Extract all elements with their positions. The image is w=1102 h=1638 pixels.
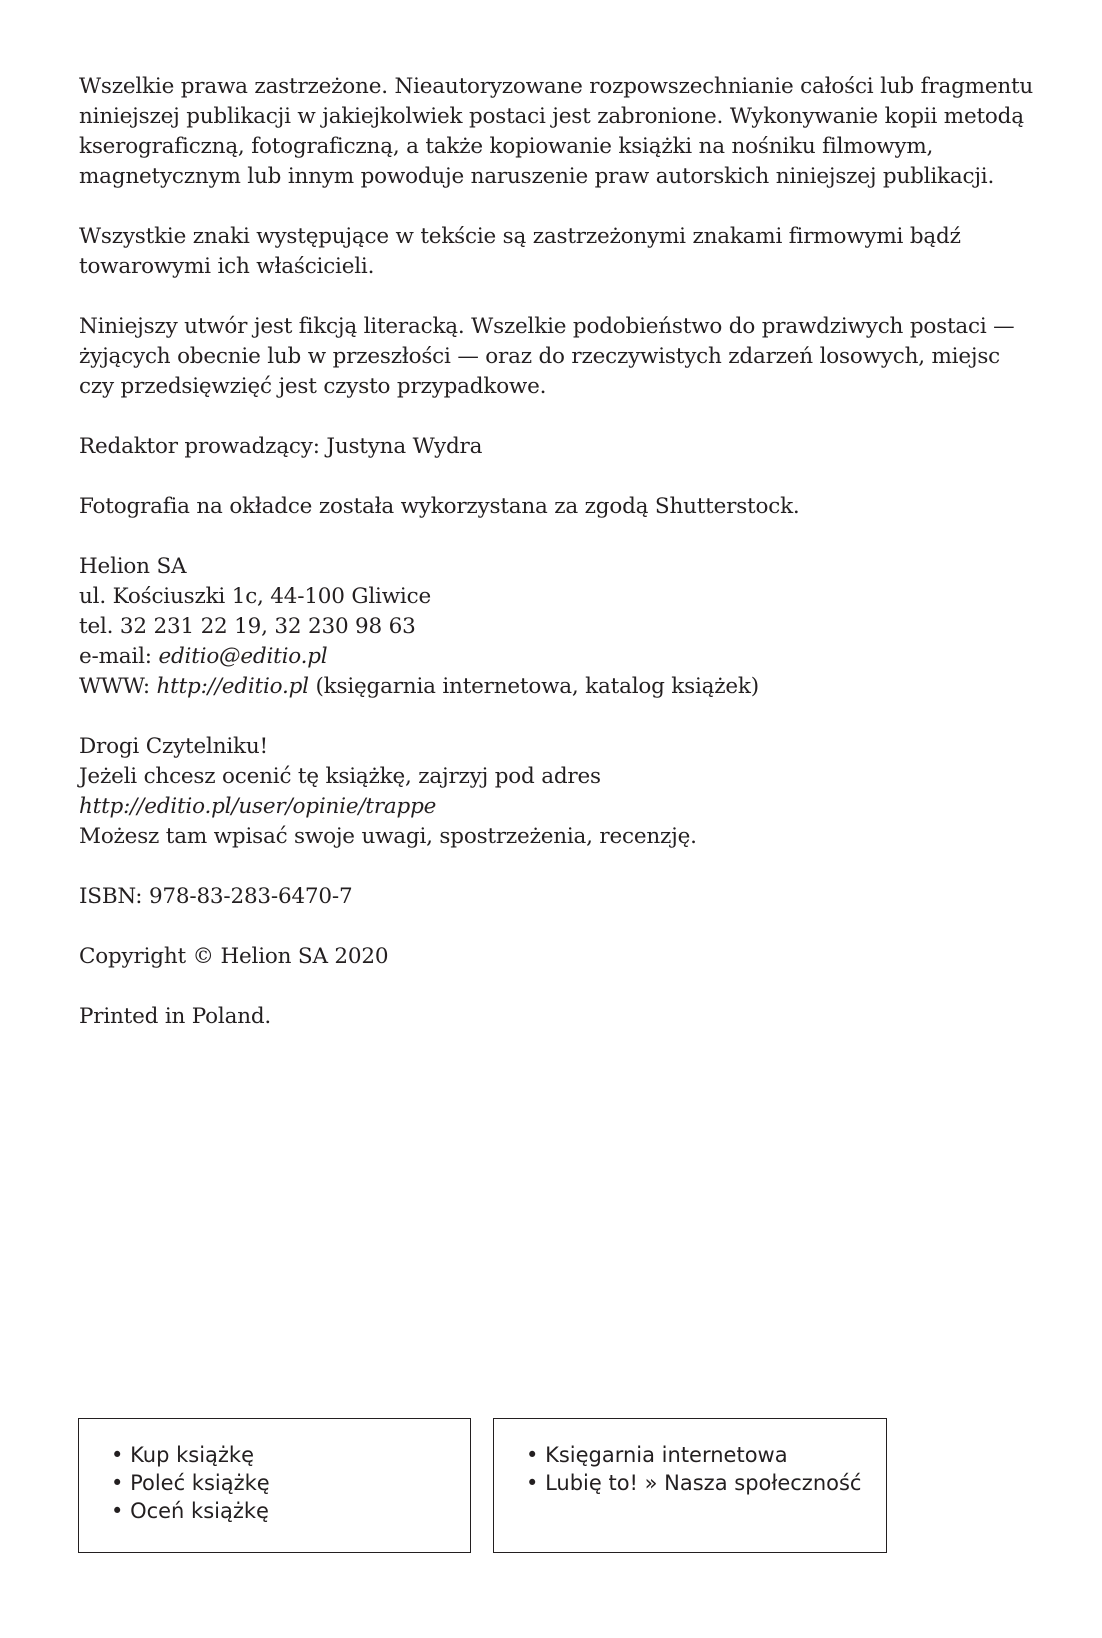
reader-url-link[interactable]: http://editio.pl/user/opinie/trappe: [79, 794, 437, 819]
reader-message: [79, 732, 1039, 852]
email-label: e-mail:: [79, 644, 159, 669]
publisher-email-row: [79, 642, 1039, 672]
fiction-notice: [79, 312, 1039, 402]
community-link[interactable]: • Lubię to! » Nasza społeczność: [526, 1469, 886, 1497]
publisher-phone: tel. 32 231 22 19, 32 230 98 63: [79, 614, 416, 639]
fiction-line: czy przedsięwzięć jest czysto przypadkowe.: [79, 374, 547, 399]
www-note: (księgarnia internetowa, katalog książek): [308, 674, 759, 699]
rights-notice: [79, 72, 1039, 192]
trademarks-line: towarowymi ich właścicieli.: [79, 254, 375, 279]
isbn-line: ISBN: 978-83-283-6470-7: [79, 884, 353, 909]
rights-line: Wszelkie prawa zastrzeżone. Nieautoryzowane rozpowszechnianie całości lub fragmentu: [79, 74, 1034, 99]
recommend-book-link[interactable]: • Poleć książkę: [111, 1469, 470, 1497]
store-links-box: [493, 1418, 887, 1553]
imprint-page: [79, 72, 1039, 1062]
cover-photo-line: Fotografia na okładce została wykorzystana za zgodą Shutterstock.: [79, 494, 800, 519]
copyright: [79, 942, 1039, 972]
rights-line: magnetycznym lub innym powoduje naruszenie praw autorskich niniejszej publikacji.: [79, 164, 995, 189]
buy-book-link[interactable]: • Kup książkę: [111, 1441, 470, 1469]
www-label: WWW:: [79, 674, 157, 699]
online-bookstore-link[interactable]: • Księgarnia internetowa: [526, 1441, 886, 1469]
fiction-line: Niniejszy utwór jest fikcją literacką. Wszelkie podobieństwo do prawdziwych postaci —: [79, 314, 1015, 339]
book-actions-box: [78, 1418, 471, 1553]
reader-line: Możesz tam wpisać swoje uwagi, spostrzeżenia, recenzję.: [79, 824, 697, 849]
fiction-line: żyjących obecnie lub w przeszłości — oraz do rzeczywistych zdarzeń losowych, miejsc: [79, 344, 1001, 369]
rate-book-link[interactable]: • Oceń książkę: [111, 1497, 470, 1525]
publisher-www-row: [79, 672, 1039, 702]
publisher-name: Helion SA: [79, 554, 187, 579]
rights-line: niniejszej publikacji w jakiejkolwiek postaci jest zabronione. Wykonywanie kopii metodą: [79, 104, 1024, 129]
reader-line: Jeżeli chcesz ocenić tę książkę, zajrzyj pod adres: [79, 764, 601, 789]
editor-credit: [79, 432, 1039, 462]
trademarks-line: Wszystkie znaki występujące w tekście są zastrzeżonymi znakami firmowymi bądź: [79, 224, 961, 249]
publisher-address: ul. Kościuszki 1c, 44-100 Gliwice: [79, 584, 431, 609]
printed-line: Printed in Poland.: [79, 1004, 272, 1029]
cover-photo-credit: [79, 492, 1039, 522]
rights-line: kserograficzną, fotograficzną, a także kopiowanie książki na nośniku filmowym,: [79, 134, 934, 159]
copyright-line: Copyright © Helion SA 2020: [79, 944, 389, 969]
isbn: [79, 882, 1039, 912]
trademarks-notice: [79, 222, 1039, 282]
reader-greeting: Drogi Czytelniku!: [79, 734, 268, 759]
email-link[interactable]: editio@editio.pl: [158, 644, 328, 669]
www-link[interactable]: http://editio.pl: [156, 674, 309, 699]
publisher-info: [79, 552, 1039, 702]
editor-line: Redaktor prowadzący: Justyna Wydra: [79, 434, 483, 459]
printed-in: [79, 1002, 1039, 1032]
